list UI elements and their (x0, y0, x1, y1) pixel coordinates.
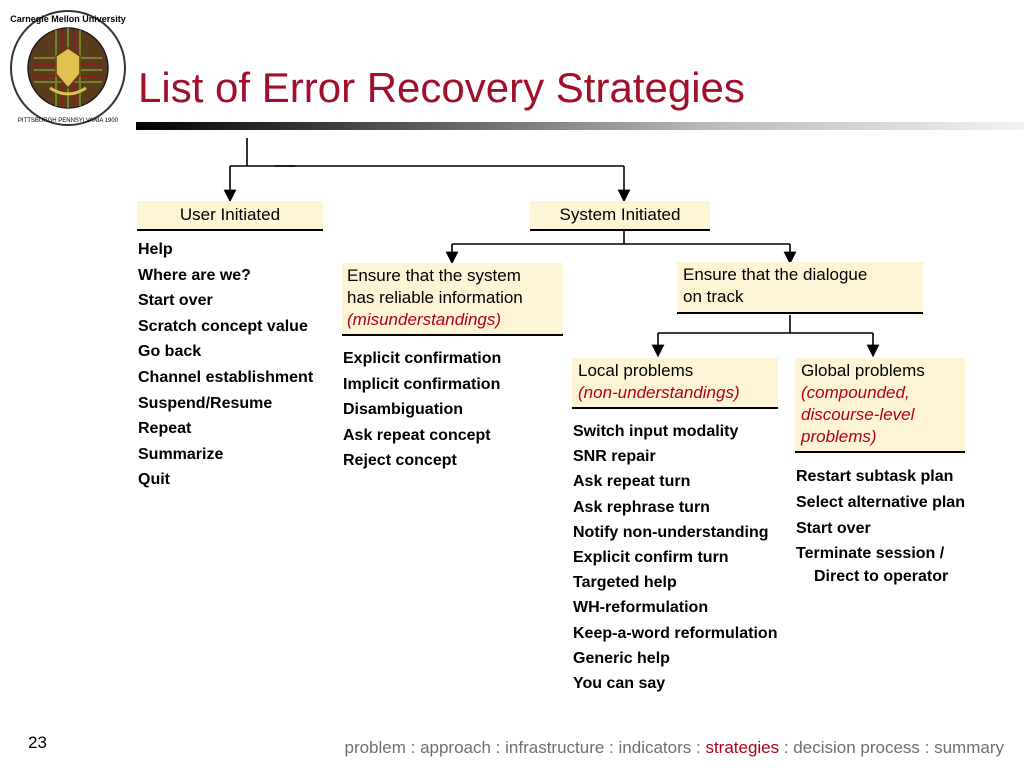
dialogue-track-box (677, 262, 923, 314)
list-item: SNR repair (573, 448, 656, 466)
page-number: 23 (28, 733, 47, 752)
local-problems-note: (non-understandings) (578, 383, 740, 402)
list-item: You can say (573, 675, 666, 693)
list-item: WH-reformulation (573, 599, 709, 617)
slide-title: List of Error Recovery Strategies (138, 64, 745, 111)
footer-after: : decision process : summary (779, 738, 1004, 757)
list-item: Notify non-understanding (573, 523, 769, 541)
list-item: Terminate session / (796, 545, 945, 563)
list-item: Quit (138, 471, 170, 489)
dialogue-track-line1: Ensure that the dialogue (683, 265, 868, 284)
global-problems-note3: problems) (801, 427, 877, 446)
list-item: Restart subtask plan (796, 468, 954, 485)
footer-active-section: strategies (705, 738, 780, 757)
list-item-continued: Direct to operator (814, 568, 949, 586)
system-initiated-box (530, 201, 710, 231)
global-problems-list (796, 464, 965, 587)
global-problems-note1: (compounded, (801, 383, 910, 402)
global-problems-box (795, 358, 965, 453)
reliable-info-line1: Ensure that the system (347, 266, 521, 285)
reliable-info-line2: has reliable information (347, 288, 523, 307)
university-seal-logo (8, 8, 128, 128)
list-item: Start over (796, 519, 871, 537)
global-problems-note2: discourse-level (801, 405, 915, 424)
title-underline-bar (136, 122, 1024, 130)
footer-navigation (344, 738, 1004, 758)
system-initiated-label: System Initiated (559, 205, 681, 224)
list-item: Channel establishment (138, 368, 314, 386)
list-item: Start over (138, 292, 213, 310)
local-problems-list (573, 419, 777, 696)
user-initiated-label: User Initiated (179, 205, 281, 224)
list-item: Targeted help (573, 574, 677, 592)
list-item: Reject concept (343, 452, 457, 470)
list-item: Implicit confirmation (343, 375, 501, 393)
list-item: Ask repeat turn (573, 473, 691, 491)
list-item: Disambiguation (343, 401, 464, 419)
list-item: Repeat (138, 420, 192, 438)
reliable-info-note: (misunderstandings) (347, 310, 502, 329)
global-problems-label: Global problems (801, 361, 925, 380)
list-item: Select alternative plan (796, 493, 965, 511)
list-item: Scratch concept value (138, 317, 308, 335)
reliable-information-box (342, 263, 563, 336)
list-item: Help (138, 241, 173, 258)
list-item: Generic help (573, 649, 670, 667)
list-item: Suspend/Resume (138, 394, 273, 412)
reliable-info-list (343, 346, 501, 474)
dialogue-track-line2: on track (683, 287, 744, 306)
list-item: Explicit confirm turn (573, 549, 729, 567)
local-problems-box (572, 358, 778, 409)
list-item: Where are we? (138, 266, 251, 284)
user-initiated-box (137, 201, 323, 231)
list-item: Explicit confirmation (343, 350, 502, 367)
list-item: Summarize (138, 445, 224, 463)
list-item: Keep-a-word reformulation (573, 624, 778, 642)
logo-bottom-text: PITTSBURGH PENNSYLVANIA 1900 (17, 118, 119, 124)
footer-before: problem : approach : infrastructure : indicators : (344, 738, 706, 757)
logo-top-text: Carnegie Mellon University (10, 14, 126, 24)
list-item: Switch input modality (573, 423, 739, 440)
list-item: Go back (138, 343, 202, 361)
list-item: Ask rephrase turn (573, 498, 710, 516)
list-item: Ask repeat concept (343, 426, 491, 444)
user-initiated-list (138, 237, 313, 493)
local-problems-label: Local problems (578, 361, 694, 380)
